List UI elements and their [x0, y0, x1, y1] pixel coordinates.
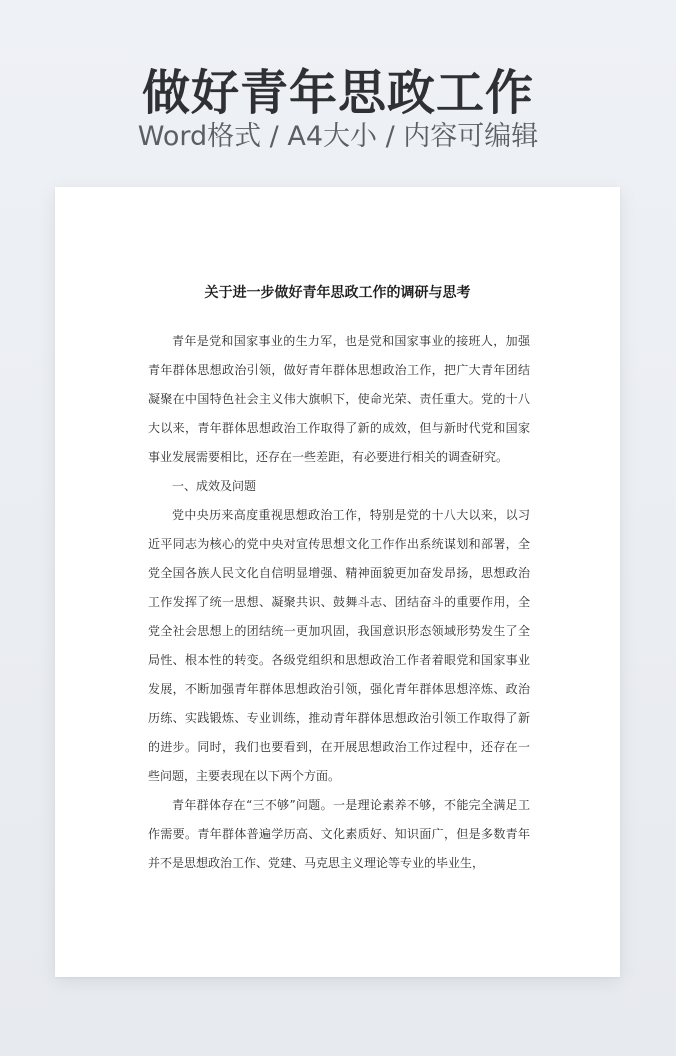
- paragraph-achievements: 党中央历来高度重视思想政治工作，特别是党的十八大以来，以习近平同志为核心的党中央对宣传思想文化工作作出系统谋划和部署，全党全国各族人民文化自信明显增强、精神面貌更加奋发昂扬，思想政治工作发挥了统一思想、凝聚共识、鼓舞斗志、团结奋斗的重要作用，全党全社会思想上的团结统一更加巩固，我国意识形态领域形势发生了全局性、根本性的转变。各级党组织和思想政治工作者着眼党和国家事业发展，不断加强青年群体思想政治引领，强化青年群体思想淬炼、政治历练、实践锻炼、专业训练，推动青年群体思想政治引领工作取得了新的进步。同时，我们也要看到，在开展思想政治工作过程中，还存在一些问题，主要表现在以下两个方面。: [148, 508, 530, 783]
- promo-subtitle: Word格式 / A4大小 / 内容可编辑: [137, 121, 539, 152]
- paragraph-intro: 青年是党和国家事业的生力军，也是党和国家事业的接班人，加强青年群体思想政治引领，做好青年群体思想政治工作，把广大青年团结凝聚在中国特色社会主义伟大旗帜下，使命光荣、责任重大。党的十八大以来，青年群体思想政治工作取得了新的成效，但与新时代党和国家事业发展需要相比，还存在一些差距，有必要进行相关的调查研究。: [148, 334, 530, 464]
- promo-title: 做好青年思政工作: [141, 65, 534, 121]
- document-body: [148, 327, 530, 878]
- section-heading: 一、成效及问题: [172, 479, 257, 493]
- document-page: [55, 187, 620, 977]
- document-title: 关于进一步做好青年思政工作的调研与思考: [204, 285, 471, 301]
- paragraph-problems: 青年群体存在“三不够”问题。一是理论素养不够，不能完全满足工作需要。青年群体普遍学历高、文化素质好、知识面广，但是多数青年并不是思想政治工作、党建、马克思主义理论等专业的毕业生，: [148, 798, 530, 870]
